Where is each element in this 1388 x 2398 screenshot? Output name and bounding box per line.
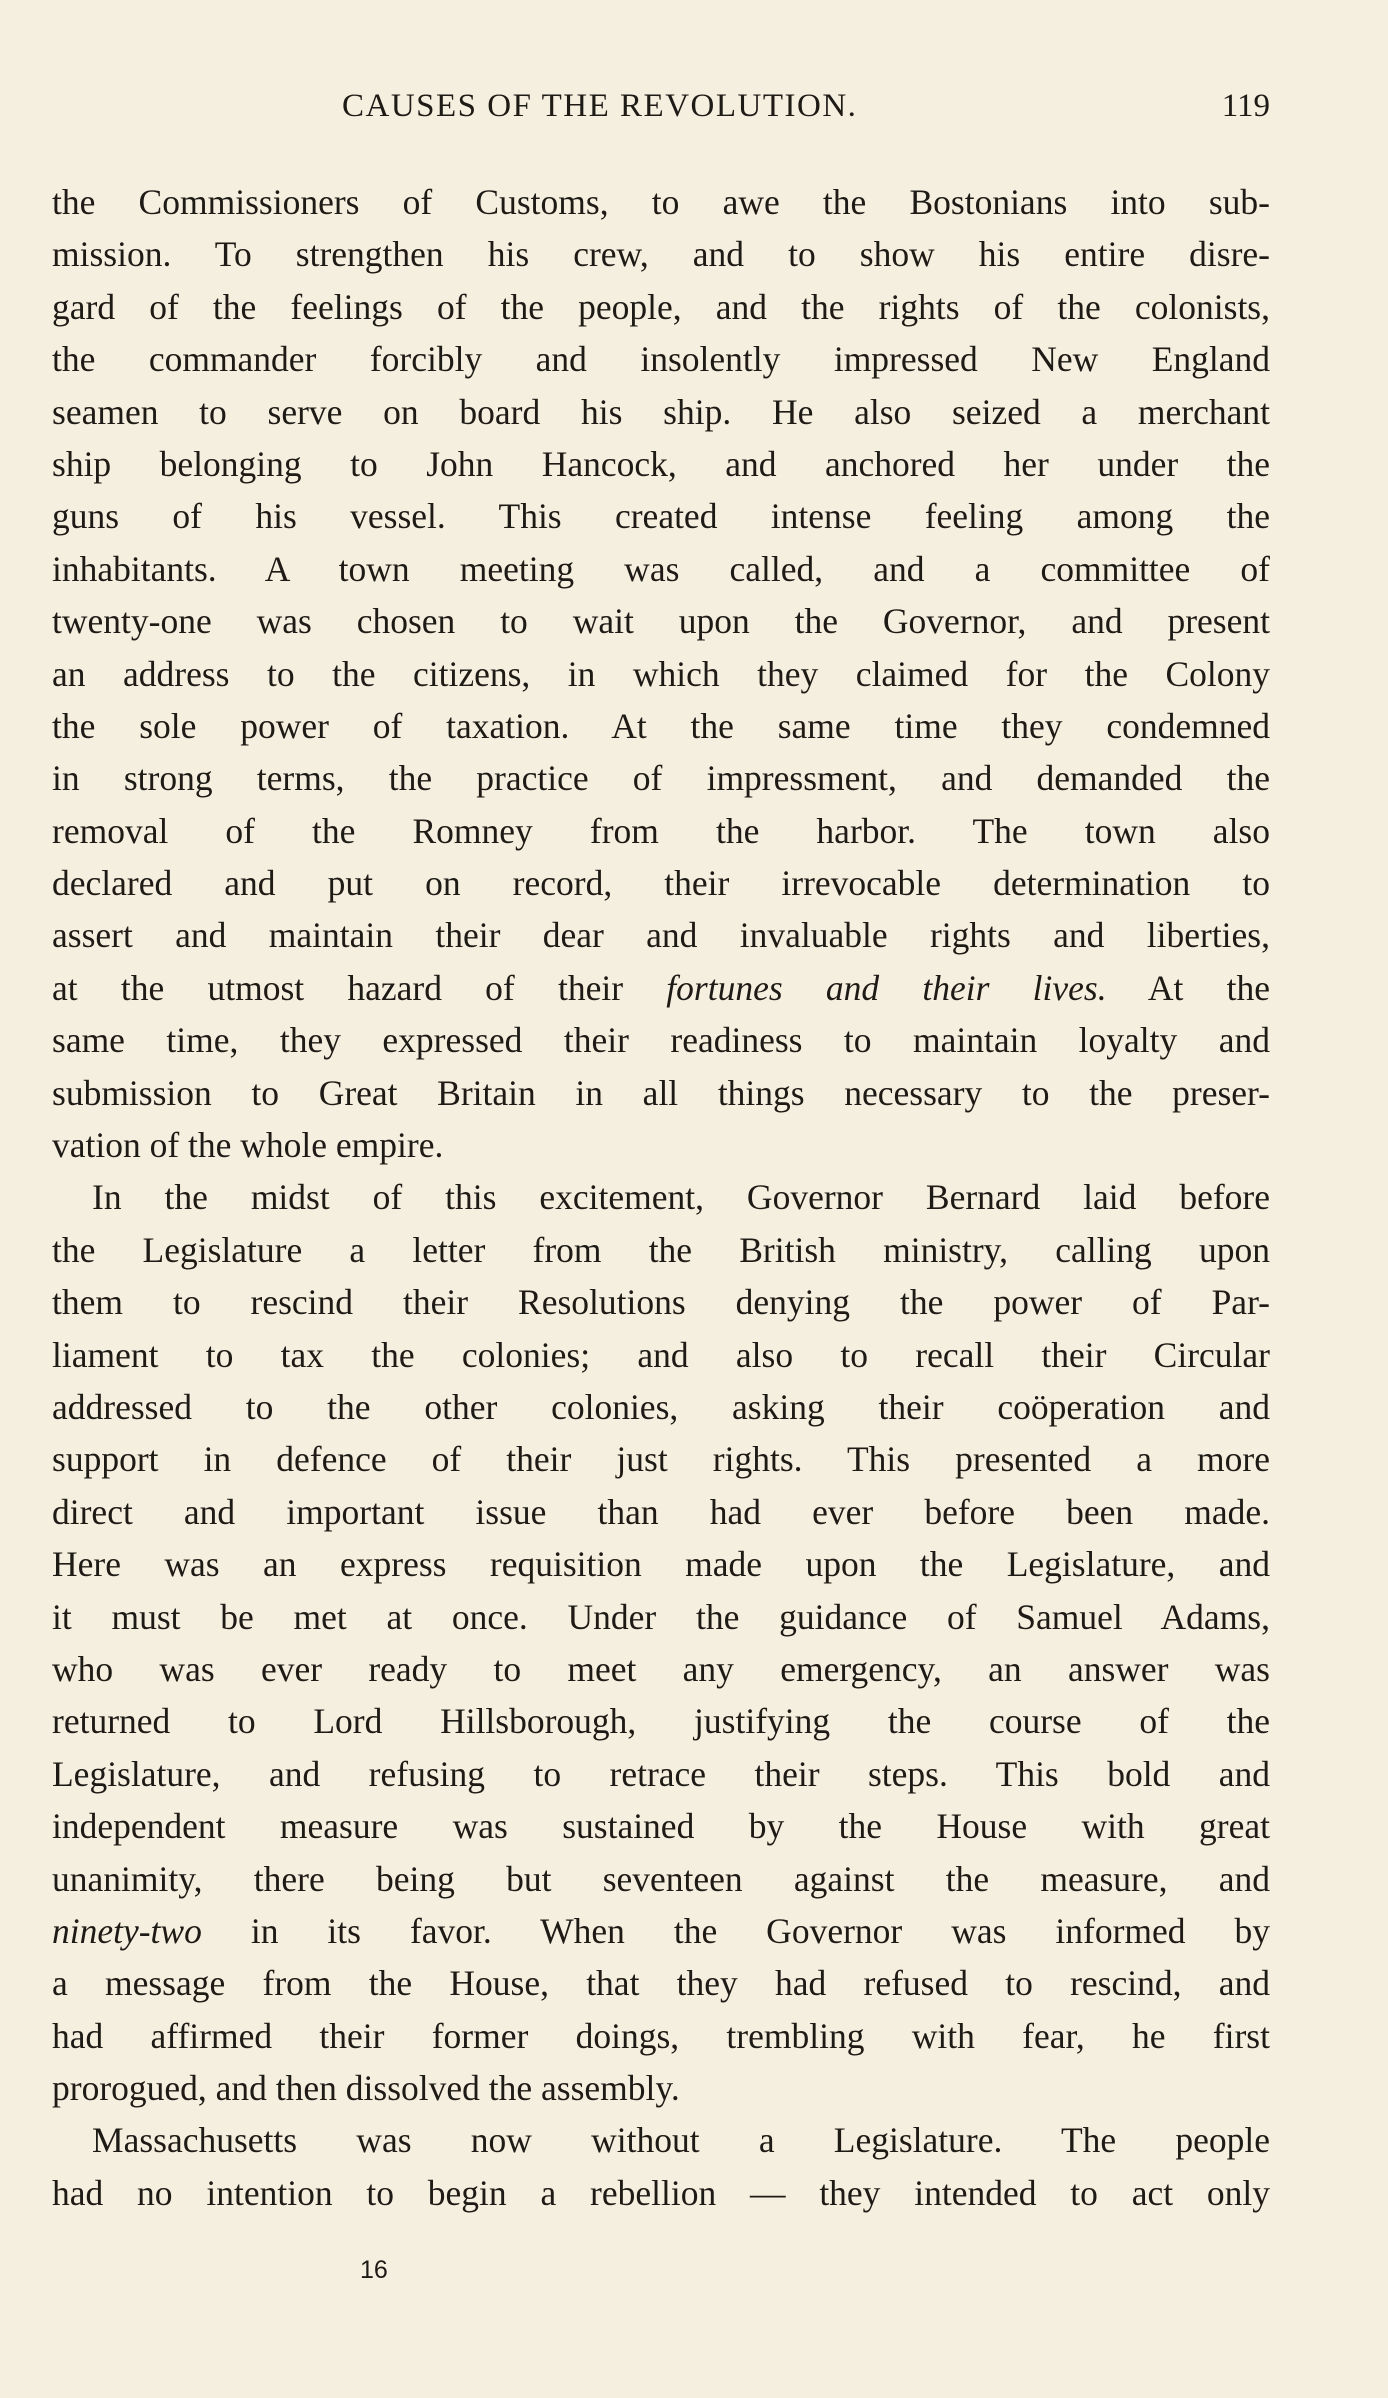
text-line: inhabitants. A town meeting was called, and a committee of <box>52 548 1270 589</box>
signature-mark: 16 <box>360 2256 388 2284</box>
text-line: In the midst of this excitement, Governor Bernard laid before <box>92 1177 1270 1218</box>
text-line: who was ever ready to meet any emergency, an answer was <box>52 1648 1270 1689</box>
text-line: twenty-one was chosen to wait upon the Governor, and present <box>52 601 1270 642</box>
running-head <box>52 88 1270 132</box>
text-line: Massachusetts was now without a Legislature. The people <box>92 2120 1270 2161</box>
text-line: the sole power of taxation. At the same time they condemned <box>52 705 1270 746</box>
text-line: ship belonging to John Hancock, and anchored her under the <box>52 443 1270 484</box>
text-line: gard of the feelings of the people, and the rights of the colonists, <box>52 286 1270 327</box>
text-line: the Commissioners of Customs, to awe the Bostonians into sub- <box>52 182 1270 222</box>
text-line: Legislature, and refusing to retrace their steps. This bold and <box>52 1753 1270 1794</box>
text-line: unanimity, there being but seventeen against the measure, and <box>52 1858 1270 1899</box>
page-number: 119 <box>1221 88 1270 124</box>
text-line: addressed to the other colonies, asking their coöperation and <box>52 1386 1270 1427</box>
text-line: declared and put on record, their irrevocable determination to <box>52 863 1270 904</box>
text-line: mission. To strengthen his crew, and to show his entire disre- <box>52 234 1270 275</box>
text-line: a message from the House, that they had refused to rescind, and <box>52 1963 1270 2004</box>
text-line: the Legislature a letter from the British ministry, calling upon <box>52 1229 1270 1270</box>
text-line: them to rescind their Resolutions denying the power of Par- <box>52 1282 1270 1323</box>
text-line: in strong terms, the practice of impressment, and demanded the <box>52 758 1270 799</box>
text-line: removal of the Romney from the harbor. The town also <box>52 810 1270 851</box>
text-line: it must be met at once. Under the guidance of Samuel Adams, <box>52 1596 1270 1637</box>
text-line: the commander forcibly and insolently impressed New England <box>52 339 1270 380</box>
text-line: direct and important issue than had ever before been made. <box>52 1491 1270 1532</box>
text-line: ninety-two in its favor. When the Governor was informed by <box>52 1910 1270 1951</box>
text-line: vation of the whole empire. <box>52 1125 444 1166</box>
text-line: seamen to serve on board his ship. He also seized a merchant <box>52 391 1270 432</box>
text-line: support in defence of their just rights. This presented a more <box>52 1439 1270 1480</box>
text-line: prorogued, and then dissolved the assembly. <box>52 2068 680 2109</box>
text-line: Here was an express requisition made upon the Legislature, and <box>52 1544 1270 1585</box>
text-line: guns of his vessel. This created intense feeling among the <box>52 496 1270 537</box>
italic-phrase: ninety-two <box>52 1910 202 1951</box>
running-title: CAUSES OF THE REVOLUTION. <box>342 88 858 124</box>
text-line: at the utmost hazard of their fortunes and their lives. At the <box>52 967 1270 1008</box>
text-line: assert and maintain their dear and invaluable rights and liberties, <box>52 915 1270 956</box>
text-line: had affirmed their former doings, trembling with fear, he first <box>52 2015 1270 2056</box>
text-line: had no intention to begin a rebellion — they intended to act only <box>52 2172 1270 2213</box>
text-line: independent measure was sustained by the House with great <box>52 1806 1270 1847</box>
body-text <box>52 176 1270 2219</box>
text-line: submission to Great Britain in all things necessary to the preser- <box>52 1072 1270 1113</box>
text-line: same time, they expressed their readiness to maintain loyalty and <box>52 1020 1270 1061</box>
text-line: returned to Lord Hillsborough, justifying the course of the <box>52 1701 1270 1742</box>
italic-phrase: fortunes and their lives. <box>666 967 1107 1008</box>
text-line: an address to the citizens, in which they claimed for the Colony <box>52 653 1270 694</box>
text-line: liament to tax the colonies; and also to recall their Circular <box>52 1334 1270 1375</box>
